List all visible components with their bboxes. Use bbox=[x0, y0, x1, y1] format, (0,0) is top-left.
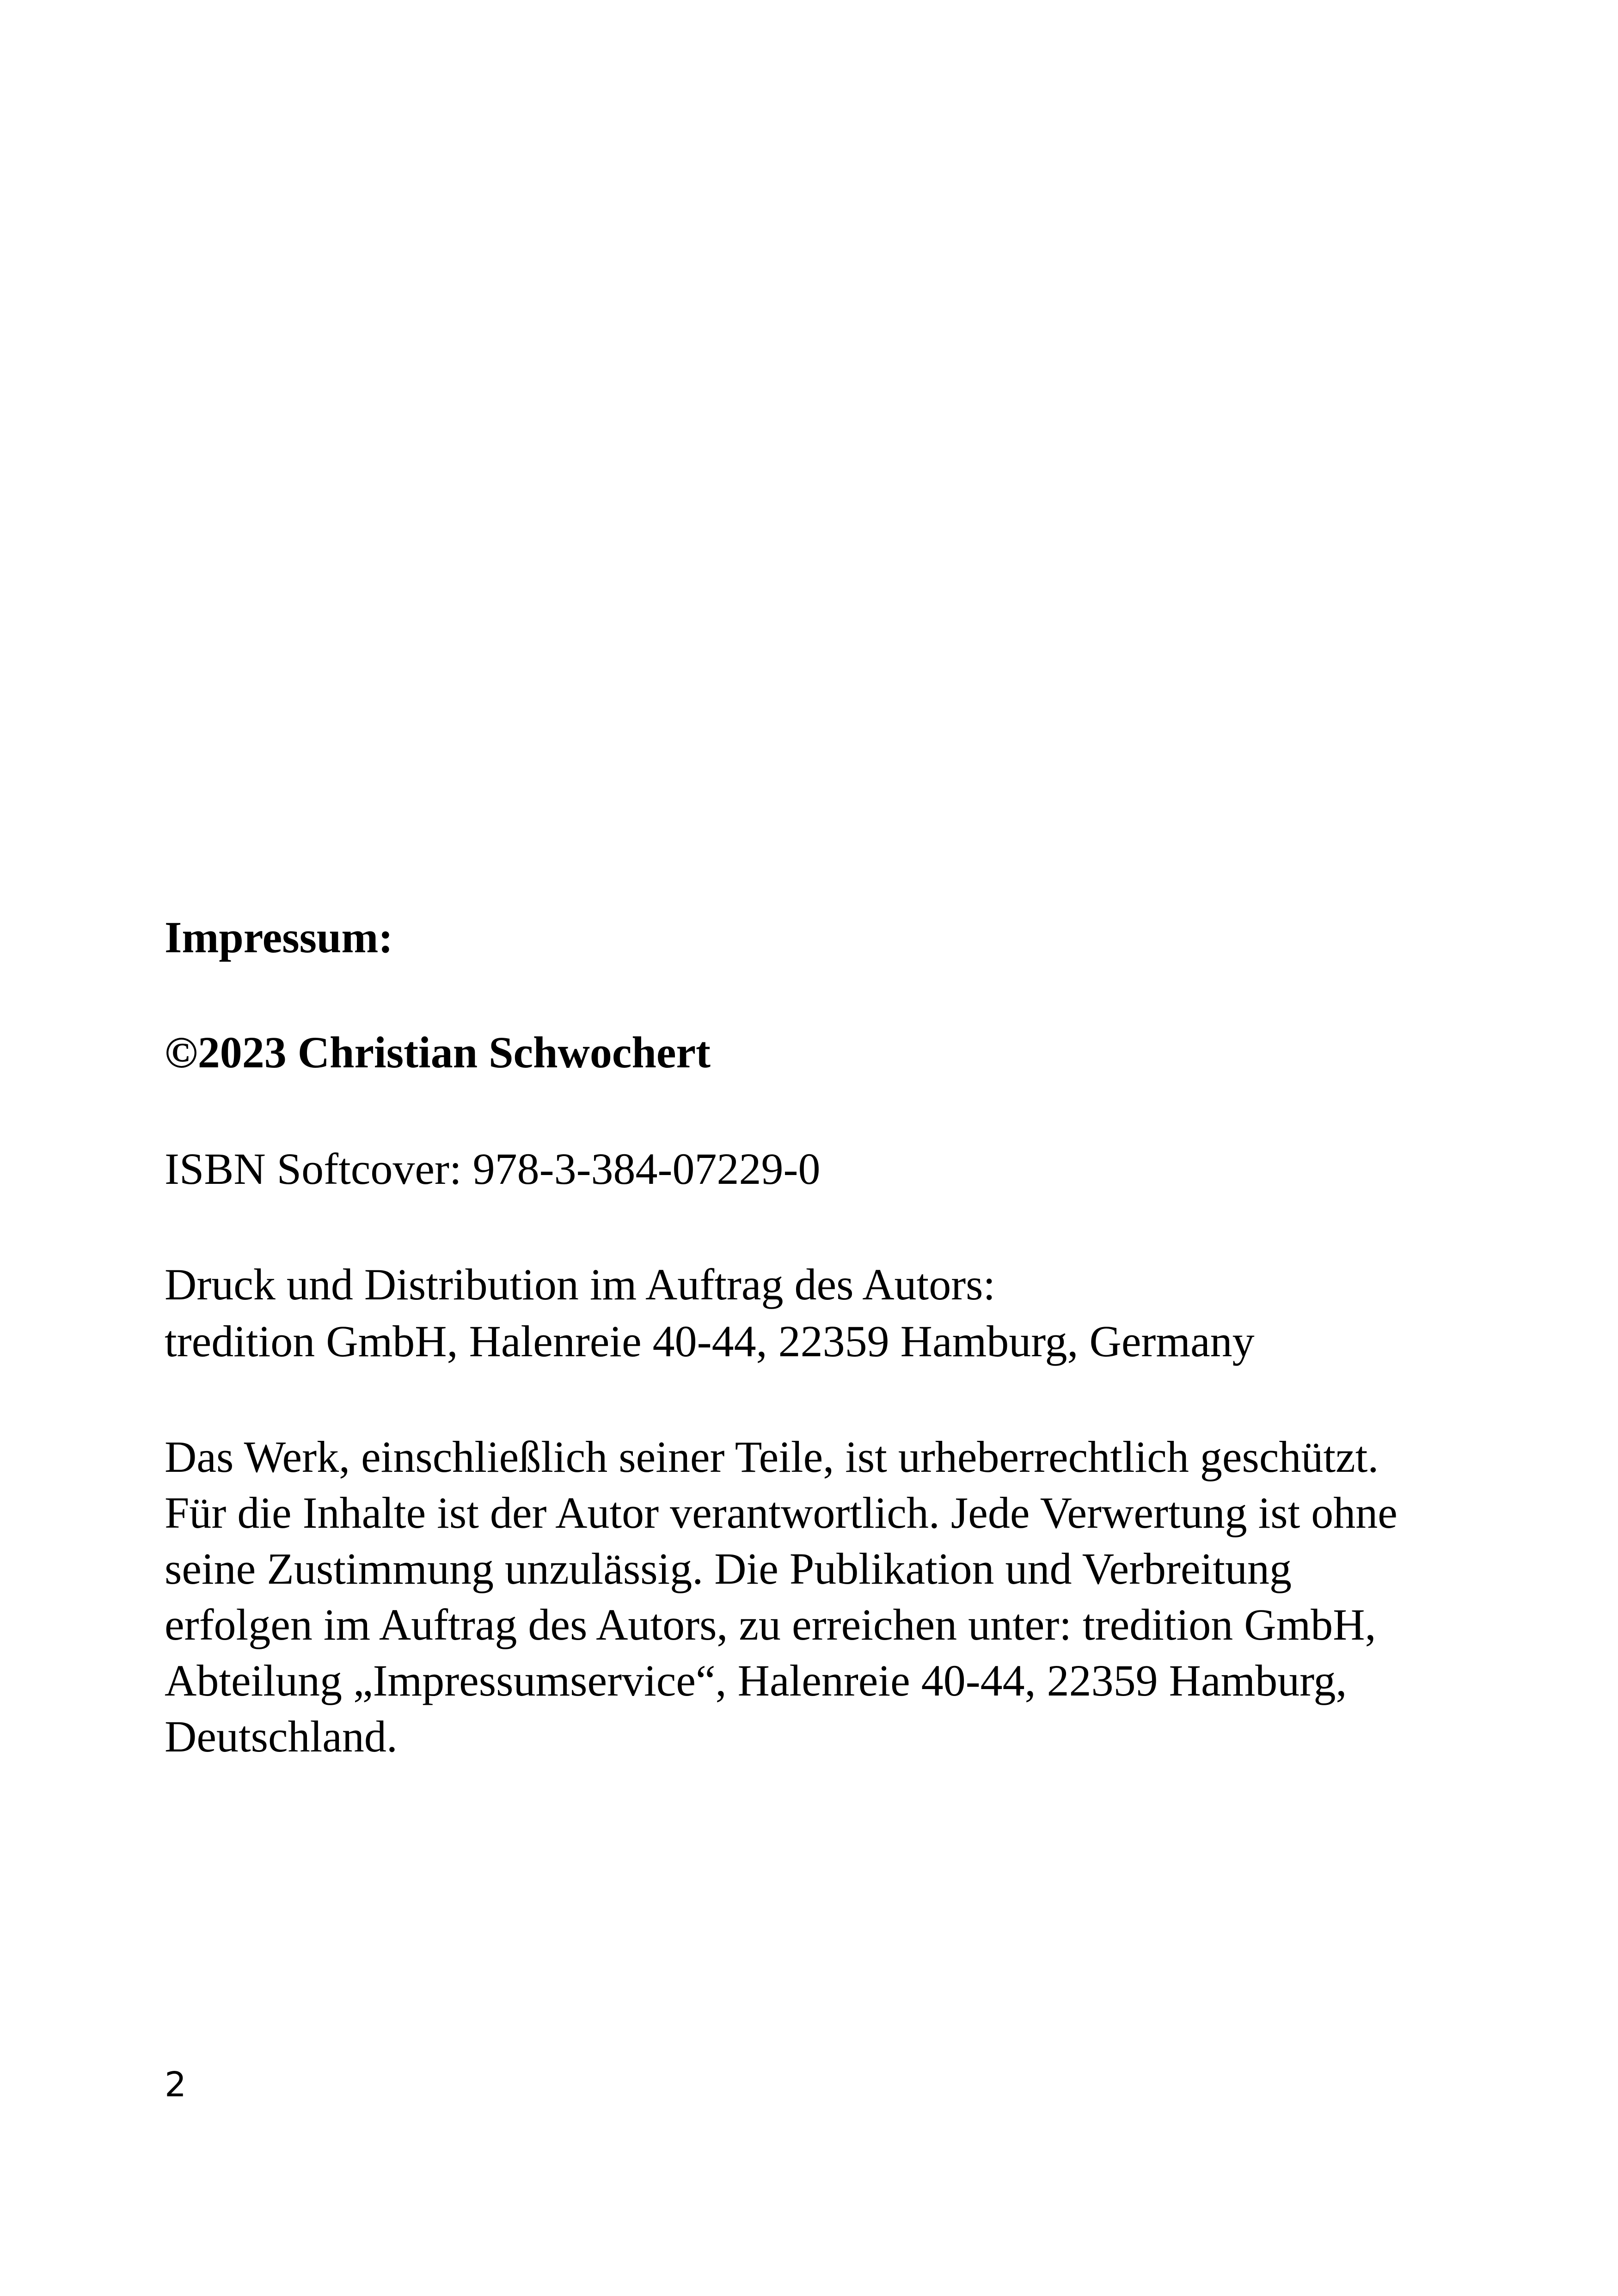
legal-notice-line: erfolgen im Auftrag des Autors, zu erreichen unter: tredition GmbH, bbox=[165, 1600, 1376, 1649]
page-number: 2 bbox=[165, 2065, 187, 2105]
copyright-notice: ©2023 Christian Schwochert bbox=[165, 1028, 711, 1077]
distribution-line: Druck und Distribution im Auftrag des Autors: bbox=[165, 1260, 996, 1309]
legal-notice bbox=[165, 1429, 1551, 1764]
legal-notice-line: Deutschland. bbox=[165, 1712, 398, 1761]
legal-notice-line: Das Werk, einschließlich seiner Teile, ist urheberrechtlich geschützt. bbox=[165, 1432, 1379, 1482]
legal-notice-line: Für die Inhalte ist der Autor verantwortlich. Jede Verwertung ist ohne bbox=[165, 1488, 1397, 1537]
distribution-info bbox=[165, 1256, 1551, 1370]
legal-notice-line: seine Zustimmung unzulässig. Die Publikation und Verbreitung bbox=[165, 1544, 1292, 1593]
legal-notice-line: Abteilung „Impressumservice“, Halenreie 40-44, 22359 Hamburg, bbox=[165, 1656, 1347, 1705]
isbn-line: ISBN Softcover: 978-3-384-07229-0 bbox=[165, 1144, 821, 1194]
publisher-address-line: tredition GmbH, Halenreie 40-44, 22359 Hamburg, Germany bbox=[165, 1316, 1255, 1366]
imprint-section bbox=[165, 910, 1551, 1764]
imprint-heading: Impressum: bbox=[165, 912, 393, 962]
